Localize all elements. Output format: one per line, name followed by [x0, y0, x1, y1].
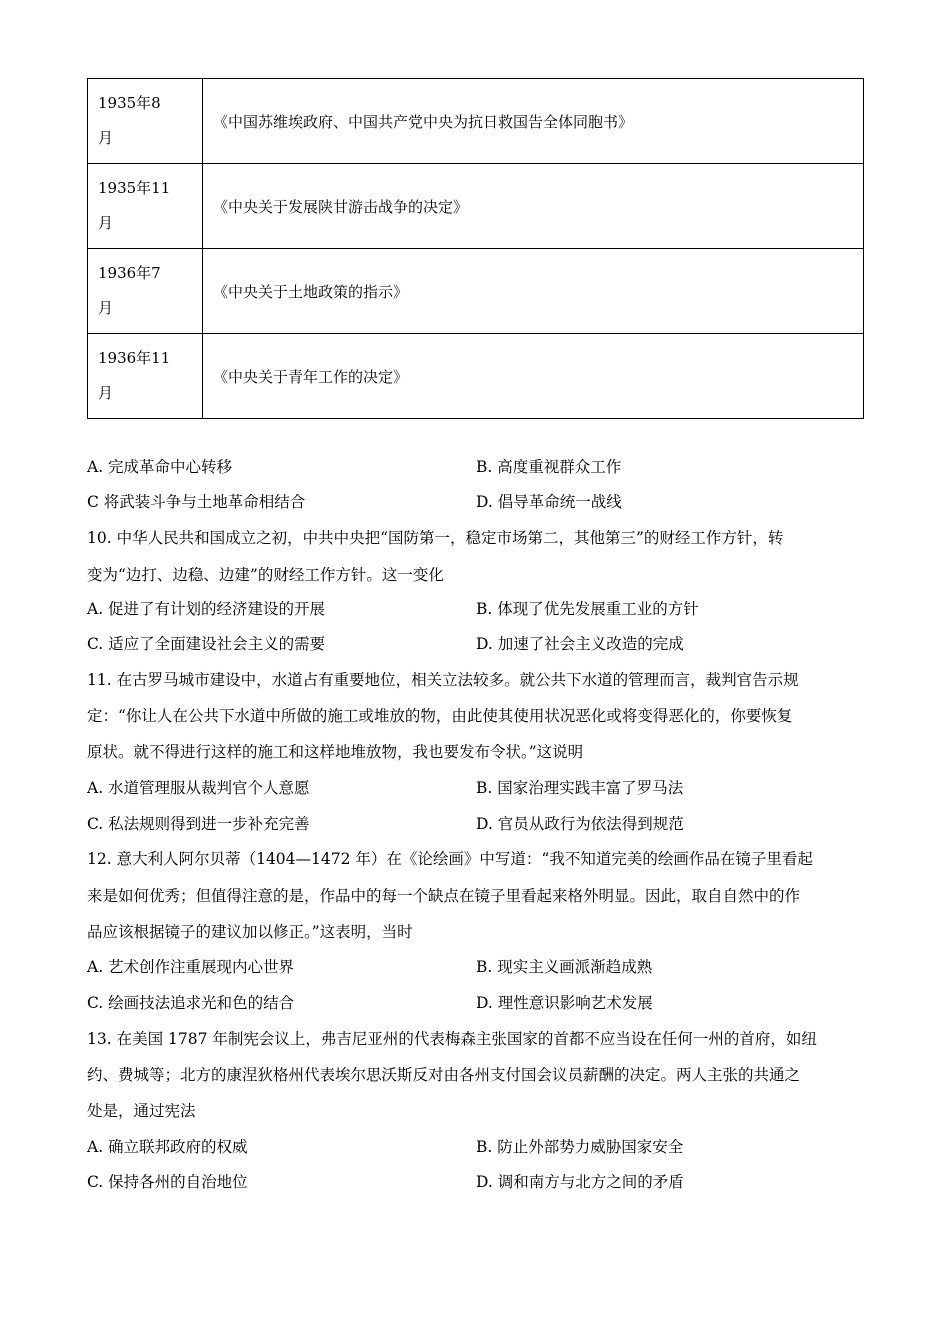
q12-option-a: A. 艺术创作注重展现内心世界	[87, 958, 295, 976]
date-cell: 1935年8 月	[88, 79, 203, 164]
table-row	[88, 79, 864, 164]
q13-option-c: C. 保持各州的自治地位	[87, 1173, 248, 1191]
table-row	[88, 164, 864, 249]
q9-option-d: D. 倡导革命统一战线	[476, 493, 622, 511]
table-row	[88, 334, 864, 419]
q13-stem-line: 约、费城等；北方的康涅狄格州代表埃尔思沃斯反对由各州支付国会议员薪酬的决定。两人主张的共通之	[87, 1066, 801, 1084]
document-title-cell: 《中央关于青年工作的决定》	[203, 334, 864, 419]
document-title-cell: 《中国苏维埃政府、中国共产党中央为抗日救国告全体同胞书》	[203, 79, 864, 164]
document-title-cell: 《中央关于发展陕甘游击战争的决定》	[203, 164, 864, 249]
q11-option-c: C. 私法规则得到进一步补充完善	[87, 815, 310, 833]
q9-option-b: B. 高度重视群众工作	[476, 458, 622, 476]
q10-option-c: C. 适应了全面建设社会主义的需要	[87, 635, 326, 653]
q12-stem-line: 品应该根据镜子的建议加以修正。”这表明，当时	[87, 923, 413, 941]
q12-option-d: D. 理性意识影响艺术发展	[476, 994, 653, 1012]
q11-stem-line: 原状。就不得进行这样的施工和这样地堆放物，我也要发布令状。”这说明	[87, 743, 584, 761]
q9-option-a: A. 完成革命中心转移	[87, 458, 233, 476]
q10-option-b: B. 体现了优先发展重工业的方针	[476, 600, 699, 618]
q13-option-a: A. 确立联邦政府的权威	[87, 1138, 248, 1156]
table-row	[88, 249, 864, 334]
q12-stem-line: 来是如何优秀；但值得注意的是，作品中的每一个缺点在镜子里看起来格外明显。因此，取自自然中的作	[87, 887, 801, 905]
q10-stem-line: 变为“边打、边稳、边建”的财经工作方针。这一变化	[87, 566, 444, 584]
q11-stem-line: 11. 在古罗马城市建设中，水道占有重要地位，相关立法较多。就公共下水道的管理而言，裁判官告示规	[87, 671, 799, 689]
q9-option-c: C 将武装斗争与土地革命相结合	[87, 493, 306, 511]
q10-option-a: A. 促进了有计划的经济建设的开展	[87, 600, 326, 618]
q12-option-c: C. 绘画技法追求光和色的结合	[87, 994, 295, 1012]
q13-stem-line: 处是，通过宪法	[87, 1102, 196, 1120]
q10-option-d: D. 加速了社会主义改造的完成	[476, 635, 684, 653]
q13-option-b: B. 防止外部势力威胁国家安全	[476, 1138, 684, 1156]
documents-table	[87, 78, 864, 419]
date-cell: 1936年7 月	[88, 249, 203, 334]
q11-option-b: B. 国家治理实践丰富了罗马法	[476, 779, 684, 797]
q12-option-b: B. 现实主义画派渐趋成熟	[476, 958, 653, 976]
q12-stem-line: 12. 意大利人阿尔贝蒂（1404—1472 年）在《论绘画》中写道：“我不知道完美的绘画作品在镜子里看起	[87, 850, 813, 868]
q11-option-a: A. 水道管理服从裁判官个人意愿	[87, 779, 310, 797]
q13-option-d: D. 调和南方与北方之间的矛盾	[476, 1173, 684, 1191]
q13-stem-line: 13. 在美国 1787 年制宪会议上，弗吉尼亚州的代表梅森主张国家的首都不应当设在任何一州的首府，如纽	[87, 1030, 817, 1048]
q11-stem-line: 定：“你让人在公共下水道中所做的施工或堆放的物，由此使其使用状况恶化或将变得恶化的，你要恢复	[87, 707, 793, 725]
document-title-cell: 《中央关于土地政策的指示》	[203, 249, 864, 334]
q10-stem-line: 10. 中华人民共和国成立之初，中共中央把“国防第一，稳定市场第二，其他第三”的财经工作方针，转	[87, 529, 784, 547]
q11-option-d: D. 官员从政行为依法得到规范	[476, 815, 684, 833]
date-cell: 1935年11 月	[88, 164, 203, 249]
date-cell: 1936年11 月	[88, 334, 203, 419]
